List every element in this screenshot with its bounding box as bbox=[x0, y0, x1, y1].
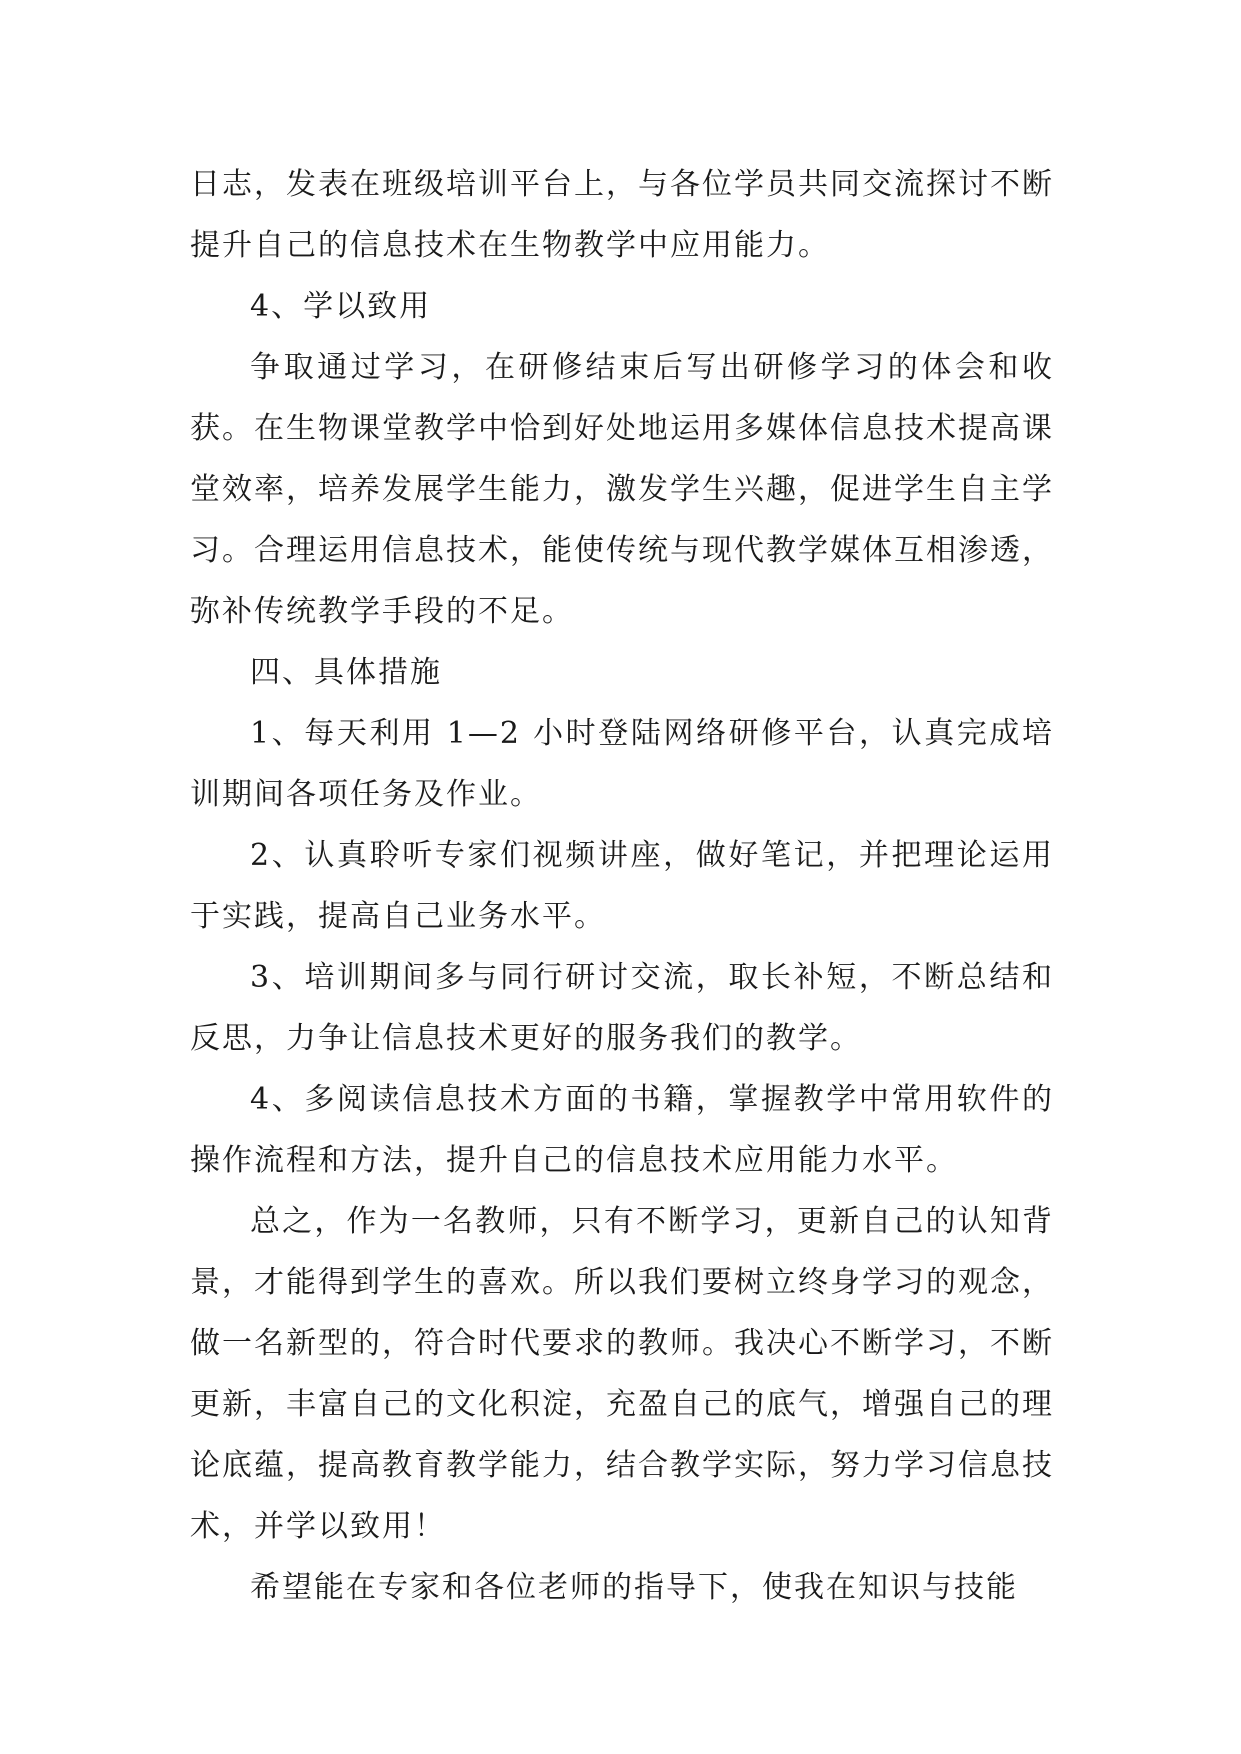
measure-item-1: 1、每天利用 1—2 小时登陆网络研修平台，认真完成培训期间各项任务及作业。 bbox=[190, 716, 1054, 812]
paragraph-summary: 总之，作为一名教师，只有不断学习，更新自己的认知背景，才能得到学生的喜欢。所以我们要树立终身学习的观念，做一名新型的，符合时代要求的教师。我决心不断学习，不断更新，丰富自己的文化积淀，充盈自己的底气，增强自己的理论底蕴，提高教育教学能力，结合教学实际，努力学习信息技术，并学以致用！ bbox=[190, 1204, 1054, 1544]
paragraph-closing: 希望能在专家和各位老师的指导下，使我在知识与技能 bbox=[250, 1570, 1018, 1605]
measure-item-2: 2、认真聆听专家们视频讲座，做好笔记，并把理论运用于实践，提高自己业务水平。 bbox=[190, 838, 1054, 934]
section-heading-measures: 四、具体措施 bbox=[250, 655, 442, 690]
paragraph-continuation: 日志，发表在班级培训平台上，与各位学员共同交流探讨不断提升自己的信息技术在生物教学中应用能力。 bbox=[190, 167, 1054, 263]
measure-item-3: 3、培训期间多与同行研讨交流，取长补短，不断总结和反思，力争让信息技术更好的服务我们的教学。 bbox=[190, 960, 1054, 1056]
measure-item-4: 4、多阅读信息技术方面的书籍，掌握教学中常用软件的操作流程和方法，提升自己的信息技术应用能力水平。 bbox=[190, 1082, 1054, 1178]
paragraph-apply-learning: 争取通过学习，在研修结束后写出研修学习的体会和收获。在生物课堂教学中恰到好处地运用多媒体信息技术提高课堂效率，培养发展学生能力，激发学生兴趣，促进学生自主学习。合理运用信息技术，能使传统与现代教学媒体互相渗透，弥补传统教学手段的不足。 bbox=[190, 350, 1054, 629]
document-body bbox=[190, 154, 1054, 1618]
section-heading-apply-learning: 4、学以致用 bbox=[250, 289, 432, 324]
